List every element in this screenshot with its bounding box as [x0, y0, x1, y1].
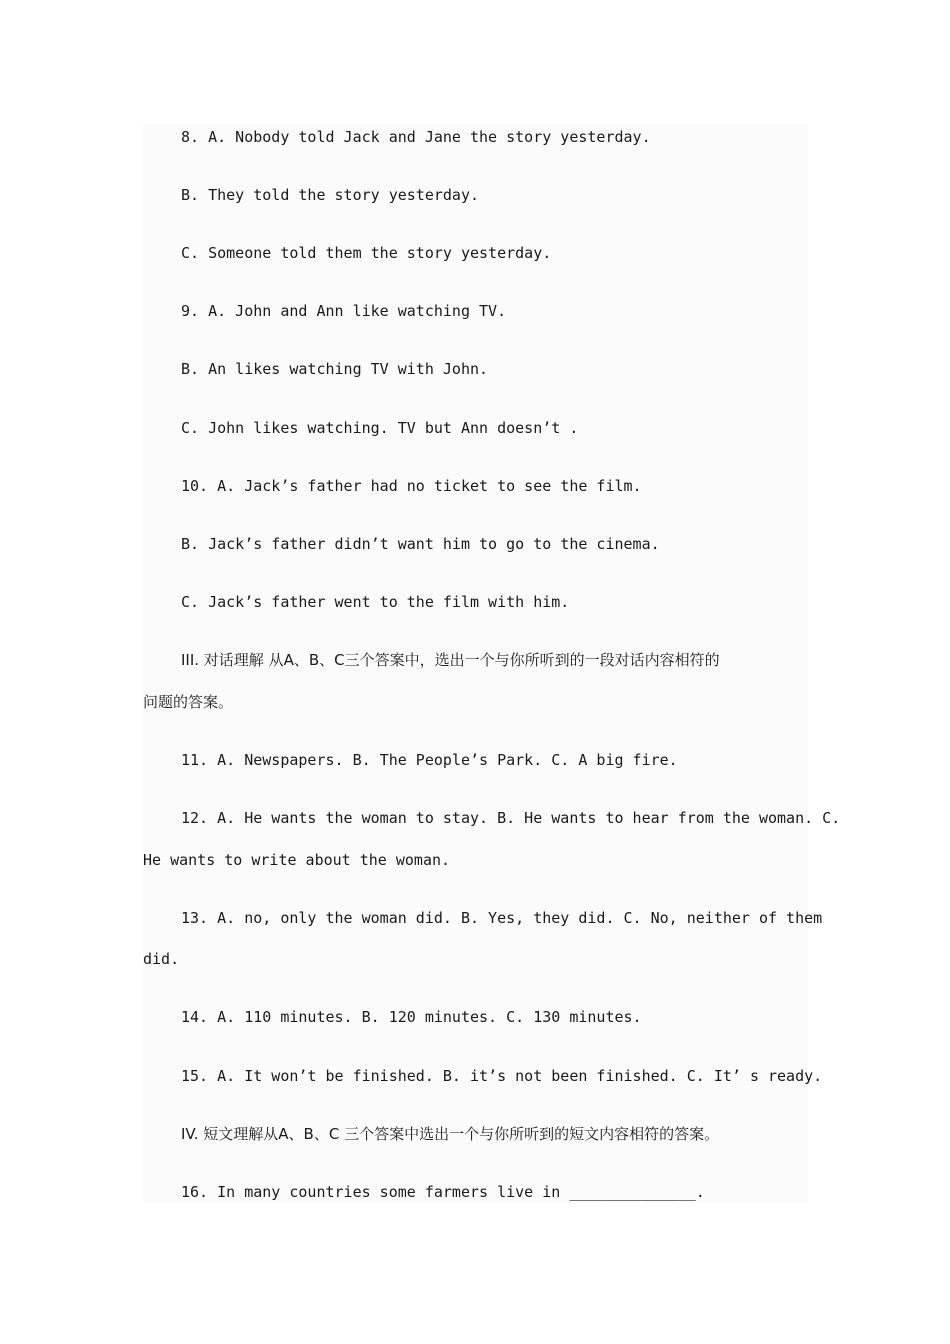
- question-16: 16. In many countries some farmers live in ______________.: [181, 1183, 705, 1201]
- question-10-option-a: 10. A. Jack’s father had no ticket to see the film.: [181, 477, 642, 495]
- question-11: 11. A. Newspapers. B. The People’s Park. C. A big fire.: [181, 751, 678, 769]
- question-9-option-b: B. An likes watching TV with John.: [181, 360, 489, 378]
- question-8-option-c: C. Someone told them the story yesterday.: [181, 244, 552, 262]
- question-9-option-a: 9. A. John and Ann like watching TV.: [181, 302, 507, 320]
- question-8-option-a: 8. A. Nobody told Jack and Jane the story yesterday.: [181, 128, 651, 146]
- section-iv-heading: IV. 短文理解从A、B、C 三个答案中选出一个与你所听到的短文内容相符的答案。: [181, 1125, 720, 1143]
- question-10-option-c: C. Jack’s father went to the film with him.: [181, 593, 570, 611]
- question-13: 13. A. no, only the woman did. B. Yes, they did. C. No, neither of them: [181, 909, 823, 927]
- question-13-continued: did.: [143, 950, 180, 968]
- section-iii-heading: III. 对话理解 从A、B、C三个答案中，选出一个与你所听到的一段对话内容相符的: [181, 651, 720, 669]
- question-14: 14. A. 110 minutes. B. 120 minutes. C. 130 minutes.: [181, 1008, 642, 1026]
- question-9-option-c: C. John likes watching. TV but Ann doesn’t .: [181, 419, 579, 437]
- question-8-option-b: B. They told the story yesterday.: [181, 186, 480, 204]
- question-12: 12. A. He wants the woman to stay. B. He wants to hear from the woman. C.: [181, 809, 841, 827]
- section-iii-heading-continued: 问题的答案。: [143, 693, 234, 711]
- question-15: 15. A. It won’t be finished. B. it’s not been finished. C. It’ s ready.: [181, 1067, 823, 1085]
- question-12-continued: He wants to write about the woman.: [143, 851, 451, 869]
- question-10-option-b: B. Jack’s father didn’t want him to go to the cinema.: [181, 535, 660, 553]
